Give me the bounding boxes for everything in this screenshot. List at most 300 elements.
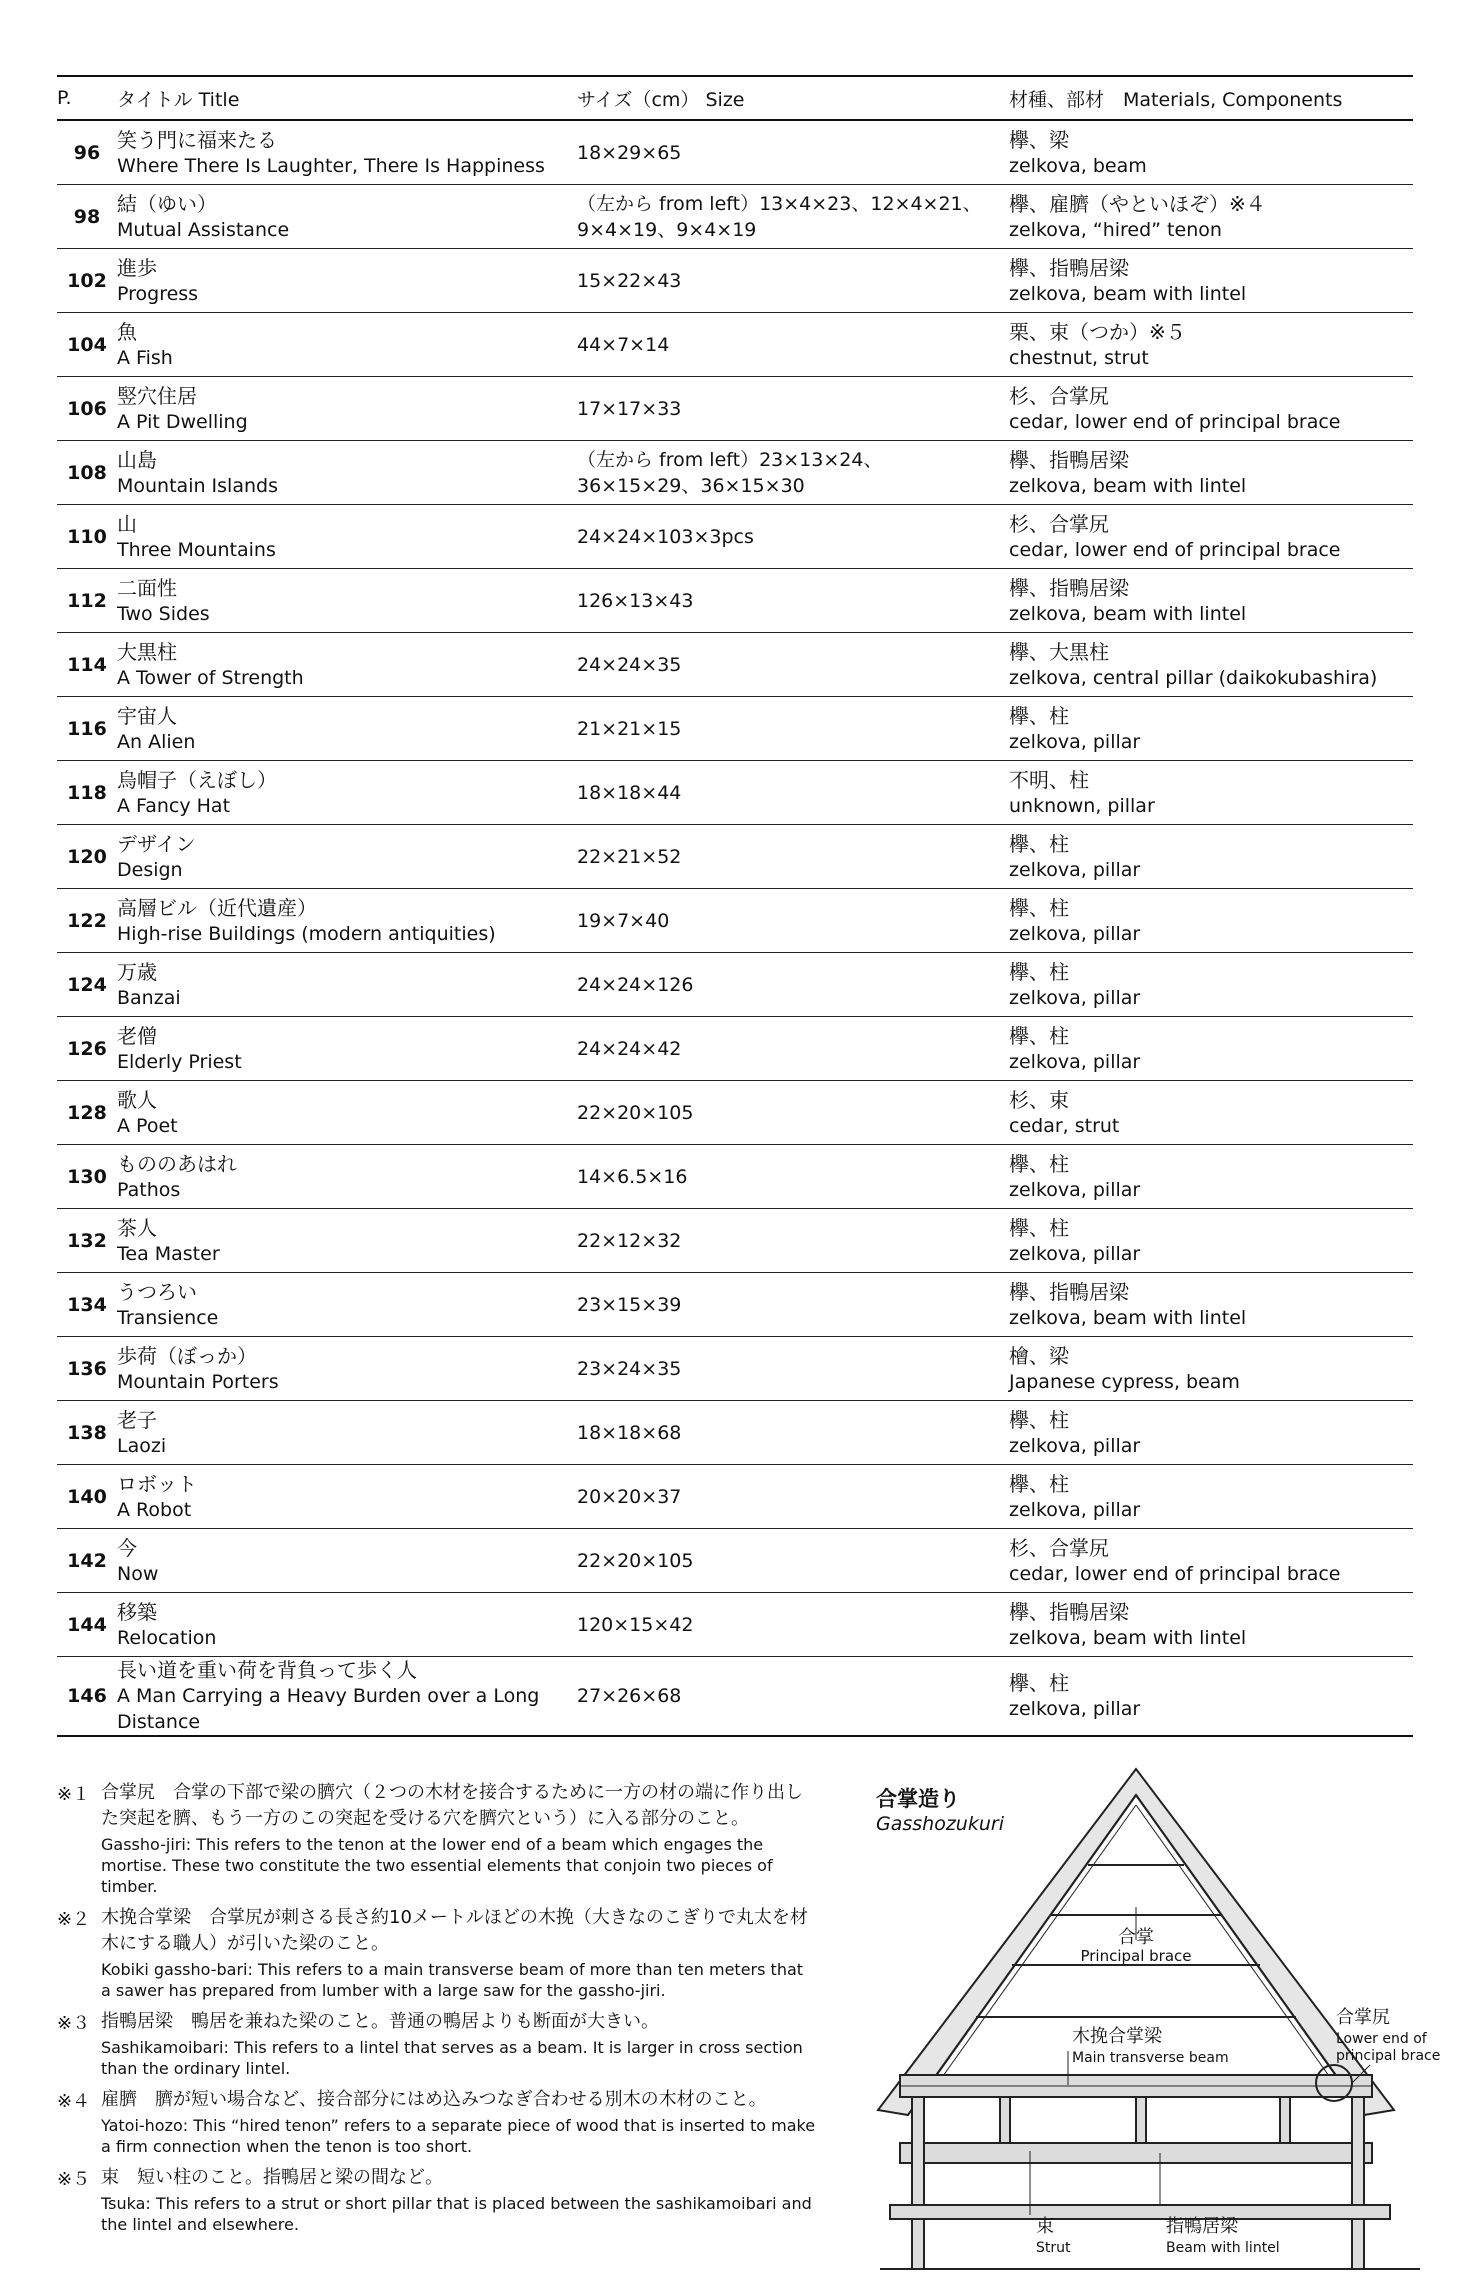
size-cell <box>577 377 1009 441</box>
materials-en: zelkova, pillar <box>1009 1050 1141 1073</box>
materials-en: zelkova, pillar <box>1009 922 1141 945</box>
size-cell <box>577 1657 1009 1737</box>
size-value: 24×24×126 <box>577 973 694 996</box>
title-en: Mutual Assistance <box>117 218 290 241</box>
page-number: 120 <box>57 825 117 889</box>
materials-en: cedar, lower end of principal brace <box>1009 1562 1341 1585</box>
materials-cell <box>1009 377 1413 441</box>
footnote-1 <box>57 1780 817 1897</box>
size-value: 23×24×35 <box>577 1357 682 1380</box>
label-lintel-ja: 指鴨居梁 <box>1166 2216 1238 2237</box>
title-en: A Poet <box>117 1114 178 1137</box>
footnote-en: Gassho-jiri: This refers to the tenon at the lower end of a beam which engages the mortise. These two constitute the two essential elements that conjoin two pieces of timber. <box>101 1835 773 1896</box>
page-number: 132 <box>57 1209 117 1273</box>
table-row <box>57 569 1413 633</box>
materials-ja: 欅、柱 <box>1009 1671 1069 1695</box>
size-value: 17×17×33 <box>577 397 682 420</box>
materials-en: zelkova, beam with lintel <box>1009 602 1247 625</box>
size-value: 24×24×35 <box>577 653 682 676</box>
brace-right-inner <box>1136 1805 1334 2083</box>
materials-en: cedar, strut <box>1009 1114 1120 1137</box>
materials-en: unknown, pillar <box>1009 794 1155 817</box>
footnote-ja: 雇臍 臍が短い場合など、接合部分にはめ込みつなぎ合わせる別木の木材のこと。 <box>101 2089 767 2110</box>
materials-ja: 欅、雇臍（やといほぞ）※４ <box>1009 191 1266 216</box>
title-ja: 長い道を重い荷を背負って歩く人 <box>117 1658 417 1682</box>
table-row <box>57 1209 1413 1273</box>
size-cell <box>577 1337 1009 1401</box>
footnote-ja: 束 短い柱のこと。指鴨居と梁の間など。 <box>101 2167 443 2188</box>
footnote-en: Kobiki gassho-bari: This refers to a main transverse beam of more than ten meters that a sawer has prepared from lumber with a large saw for the gassho-jiri. <box>101 1960 804 2000</box>
size-cell <box>577 1273 1009 1337</box>
footnote-mark: ※５ <box>57 2169 91 2190</box>
page-number: 116 <box>57 697 117 761</box>
page-number: 136 <box>57 1337 117 1401</box>
size-value: 22×12×32 <box>577 1229 682 1252</box>
materials-cell <box>1009 505 1413 569</box>
size-cell <box>577 120 1009 185</box>
title-en: Now <box>117 1562 159 1585</box>
size-cell <box>577 1081 1009 1145</box>
page-number: 146 <box>57 1657 117 1737</box>
size-cell <box>577 761 1009 825</box>
size-value: 21×21×15 <box>577 717 682 740</box>
table-row <box>57 1529 1413 1593</box>
title-ja: もののあはれ <box>117 1151 237 1176</box>
materials-en: zelkova, beam with lintel <box>1009 1626 1247 1649</box>
materials-en: zelkova, central pillar (daikokubashira) <box>1009 666 1378 689</box>
size-value: 15×22×43 <box>577 269 682 292</box>
materials-ja: 杉、合掌尻 <box>1009 1535 1109 1560</box>
title-en: Progress <box>117 282 199 305</box>
title-ja: 山島 <box>117 447 157 472</box>
materials-cell <box>1009 1273 1413 1337</box>
materials-cell <box>1009 1209 1413 1273</box>
table-row <box>57 185 1413 249</box>
table-row <box>57 441 1413 505</box>
title-en: Laozi <box>117 1434 167 1457</box>
size-value: 20×20×37 <box>577 1485 682 1508</box>
title-cell <box>117 953 577 1017</box>
size-value: 14×6.5×16 <box>577 1165 688 1188</box>
label-tsuka-en: Strut <box>1036 2240 1071 2256</box>
house-frame-illustration <box>860 1765 1456 2275</box>
materials-en: zelkova, pillar <box>1009 986 1141 1009</box>
label-jiri-en-1: Lower end of <box>1336 2031 1427 2047</box>
materials-ja: 欅、柱 <box>1009 1471 1069 1496</box>
size-cell <box>577 569 1009 633</box>
title-cell <box>117 1337 577 1401</box>
title-cell <box>117 1529 577 1593</box>
footnote-2 <box>57 1905 817 2001</box>
post-2 <box>1000 2097 1010 2143</box>
title-en: A Robot <box>117 1498 192 1521</box>
title-ja: ロボット <box>117 1471 197 1496</box>
title-ja: うつろい <box>117 1279 197 1304</box>
title-ja: 茶人 <box>117 1215 157 1240</box>
footnote-mark: ※１ <box>57 1784 91 1805</box>
title-cell <box>117 1017 577 1081</box>
page-number: 108 <box>57 441 117 505</box>
title-en: Mountain Islands <box>117 474 278 497</box>
page-number: 138 <box>57 1401 117 1465</box>
footnote-ja: 木挽合掌梁 合掌尻が刺さる長さ約10メートルほどの木挽（大きなのこぎりで丸太を材木にする職人）が引いた梁のこと。 <box>101 1907 808 1954</box>
size-cell <box>577 1593 1009 1657</box>
materials-ja: 欅、指鴨居梁 <box>1009 447 1129 472</box>
materials-cell <box>1009 1593 1413 1657</box>
size-value: 44×7×14 <box>577 333 670 356</box>
title-ja: 進歩 <box>117 255 157 280</box>
materials-cell <box>1009 1401 1413 1465</box>
size-cell <box>577 1145 1009 1209</box>
size-cell <box>577 313 1009 377</box>
title-ja: 万歳 <box>117 959 157 984</box>
size-cell <box>577 697 1009 761</box>
label-jiri-en-2: principal brace <box>1336 2048 1441 2064</box>
table-row <box>57 1017 1413 1081</box>
title-cell <box>117 1273 577 1337</box>
materials-ja: 欅、指鴨居梁 <box>1009 575 1129 600</box>
size-cell <box>577 185 1009 249</box>
title-ja: 二面性 <box>117 575 177 600</box>
title-cell <box>117 505 577 569</box>
title-en: High-rise Buildings (modern antiquities) <box>117 922 496 945</box>
table-row <box>57 1401 1413 1465</box>
table-row <box>57 633 1413 697</box>
title-cell <box>117 441 577 505</box>
footnote-en: Tsuka: This refers to a strut or short pillar that is placed between the sashikamoibari and the lintel and elsewhere. <box>101 2194 812 2234</box>
size-cell <box>577 633 1009 697</box>
header-size: サイズ（cm） Size <box>577 76 1009 120</box>
page-number: 130 <box>57 1145 117 1209</box>
materials-ja: 欅、指鴨居梁 <box>1009 1279 1129 1304</box>
footnote-mark: ※３ <box>57 2013 91 2034</box>
title-ja: 今 <box>117 1535 137 1560</box>
size-cell <box>577 1401 1009 1465</box>
table-body <box>57 120 1413 1736</box>
lintel-beam <box>900 2143 1372 2163</box>
materials-ja: 杉、束 <box>1009 1087 1069 1112</box>
label-tsuka-ja: 束 <box>1036 2216 1054 2237</box>
page-number: 110 <box>57 505 117 569</box>
label-beam-ja: 木挽合掌梁 <box>1072 2026 1162 2047</box>
materials-ja: 杉、合掌尻 <box>1009 511 1109 536</box>
materials-cell <box>1009 1017 1413 1081</box>
materials-ja: 不明、柱 <box>1009 767 1089 792</box>
size-value: 22×20×105 <box>577 1101 694 1124</box>
title-ja: 老子 <box>117 1407 157 1432</box>
size-value: 24×24×103×3pcs <box>577 525 754 548</box>
title-cell <box>117 697 577 761</box>
materials-cell <box>1009 1465 1413 1529</box>
post-5 <box>1352 2097 1364 2269</box>
title-ja: 竪穴住居 <box>117 383 197 408</box>
materials-ja: 欅、柱 <box>1009 831 1069 856</box>
title-ja: 山 <box>117 511 137 536</box>
materials-ja: 欅、柱 <box>1009 959 1069 984</box>
size-cell <box>577 953 1009 1017</box>
floor-beam <box>890 2205 1390 2219</box>
page-number: 126 <box>57 1017 117 1081</box>
materials-cell <box>1009 1145 1413 1209</box>
page-number: 118 <box>57 761 117 825</box>
size-value: 22×20×105 <box>577 1549 694 1572</box>
title-en: A Pit Dwelling <box>117 410 248 433</box>
label-beam-en: Main transverse beam <box>1072 2050 1229 2066</box>
title-en: Tea Master <box>117 1242 220 1265</box>
size-cell <box>577 825 1009 889</box>
table-row <box>57 1145 1413 1209</box>
table-row <box>57 953 1413 1017</box>
title-en: A Man Carrying a Heavy Burden over a Long Distance <box>117 1685 540 1733</box>
title-en: Design <box>117 858 183 881</box>
title-en: A Tower of Strength <box>117 666 304 689</box>
materials-cell <box>1009 569 1413 633</box>
table-row <box>57 120 1413 185</box>
title-en: Two Sides <box>117 602 210 625</box>
title-en: Where There Is Laughter, There Is Happiness <box>117 154 545 177</box>
title-cell <box>117 1081 577 1145</box>
page-number: 134 <box>57 1273 117 1337</box>
footnote-3 <box>57 2009 817 2079</box>
title-ja: 烏帽子（えぼし） <box>117 767 277 792</box>
table-row <box>57 889 1413 953</box>
page-number: 140 <box>57 1465 117 1529</box>
table-row <box>57 761 1413 825</box>
title-ja: 宇宙人 <box>117 703 177 728</box>
table-row <box>57 1465 1413 1529</box>
materials-en: zelkova, pillar <box>1009 1434 1141 1457</box>
materials-ja: 欅、梁 <box>1009 127 1069 152</box>
materials-cell <box>1009 953 1413 1017</box>
title-cell <box>117 569 577 633</box>
title-cell <box>117 761 577 825</box>
materials-en: zelkova, beam with lintel <box>1009 1306 1247 1329</box>
header-title: タイトル Title <box>117 76 577 120</box>
title-cell <box>117 889 577 953</box>
size-cell <box>577 889 1009 953</box>
materials-ja: 欅、指鴨居梁 <box>1009 255 1129 280</box>
materials-cell <box>1009 120 1413 185</box>
size-value: 120×15×42 <box>577 1613 694 1636</box>
title-ja: 魚 <box>117 319 137 344</box>
title-ja: 歩荷（ぼっか） <box>117 1343 257 1368</box>
size-value: 27×26×68 <box>577 1685 682 1707</box>
post-4 <box>1280 2097 1290 2143</box>
materials-en: zelkova, pillar <box>1009 858 1141 881</box>
footnote-ja: 合掌尻 合掌の下部で梁の臍穴（２つの木材を接合するために一方の材の端に作り出した突起を臍、もう一方のこの突起を受ける穴を臍穴という）に入る部分のこと。 <box>101 1782 803 1829</box>
materials-en: zelkova, “hired” tenon <box>1009 218 1222 241</box>
label-gassho-ja: 合掌 <box>1118 1927 1154 1948</box>
page-number: 124 <box>57 953 117 1017</box>
size-value: 18×29×65 <box>577 141 682 164</box>
materials-en: zelkova, beam <box>1009 154 1147 177</box>
label-jiri-ja: 合掌尻 <box>1336 2007 1390 2028</box>
size-cell <box>577 441 1009 505</box>
page-number: 128 <box>57 1081 117 1145</box>
title-en: A Fancy Hat <box>117 794 231 817</box>
footnote-en: Sashikamoibari: This refers to a lintel that serves as a beam. It is larger in cross section than the ordinary lintel. <box>101 2038 803 2078</box>
materials-ja: 欅、柱 <box>1009 1151 1069 1176</box>
title-cell <box>117 377 577 441</box>
title-cell <box>117 1657 577 1737</box>
materials-cell <box>1009 761 1413 825</box>
materials-cell <box>1009 825 1413 889</box>
materials-en: chestnut, strut <box>1009 346 1149 369</box>
materials-cell <box>1009 697 1413 761</box>
footnote-mark: ※２ <box>57 1909 91 1930</box>
size-value: （左から from left）23×13×24、 <box>577 448 883 471</box>
title-en: Relocation <box>117 1626 217 1649</box>
materials-en: zelkova, beam with lintel <box>1009 474 1247 497</box>
label-lintel-en: Beam with lintel <box>1166 2240 1280 2256</box>
table-row <box>57 377 1413 441</box>
size-cell <box>577 1529 1009 1593</box>
table-row <box>57 249 1413 313</box>
size-value: 18×18×44 <box>577 781 682 804</box>
footnote-en: Yatoi-hozo: This “hired tenon” refers to a separate piece of wood that is inserted to make a firm connection when the tenon is too short. <box>101 2116 816 2156</box>
materials-cell <box>1009 633 1413 697</box>
title-en: Mountain Porters <box>117 1370 279 1393</box>
label-gassho-en: Principal brace <box>1080 1947 1192 1965</box>
title-cell <box>117 1401 577 1465</box>
page-number: 96 <box>57 120 117 185</box>
size-value: （左から from left）13×4×23、12×4×21、 <box>577 192 982 215</box>
title-cell <box>117 120 577 185</box>
title-en: An Alien <box>117 730 196 753</box>
title-ja: 歌人 <box>117 1087 157 1112</box>
title-cell <box>117 1465 577 1529</box>
materials-en: zelkova, pillar <box>1009 1498 1141 1521</box>
header-page: P. <box>57 76 117 120</box>
materials-ja: 欅、柱 <box>1009 1407 1069 1432</box>
materials-en: Japanese cypress, beam <box>1009 1370 1240 1393</box>
table-row <box>57 1081 1413 1145</box>
title-en: Elderly Priest <box>117 1050 242 1073</box>
size-cell <box>577 505 1009 569</box>
size-cell <box>577 1209 1009 1273</box>
title-ja: 笑う門に福来たる <box>117 127 277 152</box>
size-value: 19×7×40 <box>577 909 670 932</box>
materials-cell <box>1009 889 1413 953</box>
page-number: 104 <box>57 313 117 377</box>
size-value-cont: 36×15×29、36×15×30 <box>577 474 805 497</box>
title-cell <box>117 1145 577 1209</box>
title-en: Transience <box>117 1306 219 1329</box>
gasshozukuri-diagram <box>860 1765 1456 2275</box>
footnote-5 <box>57 2165 817 2235</box>
materials-en: zelkova, pillar <box>1009 730 1141 753</box>
page-number: 102 <box>57 249 117 313</box>
materials-cell <box>1009 1081 1413 1145</box>
materials-en: cedar, lower end of principal brace <box>1009 538 1341 561</box>
materials-en: zelkova, pillar <box>1009 1178 1141 1201</box>
page-number: 114 <box>57 633 117 697</box>
size-value: 24×24×42 <box>577 1037 682 1060</box>
materials-cell <box>1009 441 1413 505</box>
table-row <box>57 1273 1413 1337</box>
size-cell <box>577 1465 1009 1529</box>
materials-ja: 欅、柱 <box>1009 895 1069 920</box>
page-number: 142 <box>57 1529 117 1593</box>
post-3 <box>1136 2097 1146 2143</box>
size-value-cont: 9×4×19、9×4×19 <box>577 218 757 241</box>
title-ja: 老僧 <box>117 1023 157 1048</box>
title-cell <box>117 185 577 249</box>
size-cell <box>577 249 1009 313</box>
table-header-row <box>57 76 1413 120</box>
diagram-subtitle: Gasshozukuri <box>876 1813 1004 1835</box>
table-row <box>57 313 1413 377</box>
table-row <box>57 1593 1413 1657</box>
page-number: 98 <box>57 185 117 249</box>
materials-cell <box>1009 185 1413 249</box>
title-cell <box>117 1209 577 1273</box>
diagram-title: 合掌造り <box>876 1787 960 1811</box>
materials-ja: 栗、束（つか）※５ <box>1009 319 1186 344</box>
materials-cell <box>1009 1337 1413 1401</box>
title-ja: 高層ビル（近代遺産） <box>117 895 317 920</box>
table-row <box>57 1657 1413 1737</box>
title-cell <box>117 825 577 889</box>
materials-cell <box>1009 1657 1413 1737</box>
title-ja: デザイン <box>117 831 196 856</box>
title-en: Pathos <box>117 1178 181 1201</box>
title-cell <box>117 313 577 377</box>
table-row <box>57 505 1413 569</box>
footnote-ja: 指鴨居梁 鴨居を兼ねた梁のこと。普通の鴨居よりも断面が大きい。 <box>101 2011 659 2032</box>
page-number: 122 <box>57 889 117 953</box>
size-value: 23×15×39 <box>577 1293 682 1316</box>
footnote-mark: ※４ <box>57 2091 91 2112</box>
size-value: 18×18×68 <box>577 1421 682 1444</box>
header-materials: 材種、部材 Materials, Components <box>1009 76 1413 120</box>
post-1 <box>912 2097 924 2269</box>
title-ja: 結（ゆい） <box>117 191 217 216</box>
footnotes <box>57 1780 817 2243</box>
materials-cell <box>1009 249 1413 313</box>
size-value: 22×21×52 <box>577 845 682 868</box>
materials-ja: 檜、梁 <box>1009 1343 1069 1368</box>
title-en: Banzai <box>117 986 181 1009</box>
materials-en: zelkova, pillar <box>1009 1242 1141 1265</box>
footnote-4 <box>57 2087 817 2157</box>
title-ja: 移築 <box>117 1599 157 1624</box>
materials-ja: 欅、柱 <box>1009 1215 1069 1240</box>
table-row <box>57 825 1413 889</box>
table-row <box>57 697 1413 761</box>
materials-en: cedar, lower end of principal brace <box>1009 410 1341 433</box>
catalog-table <box>57 75 1413 1737</box>
page-number: 106 <box>57 377 117 441</box>
title-cell <box>117 249 577 313</box>
materials-ja: 杉、合掌尻 <box>1009 383 1109 408</box>
title-en: A Fish <box>117 346 173 369</box>
table-row <box>57 1337 1413 1401</box>
materials-cell <box>1009 1529 1413 1593</box>
title-ja: 大黒柱 <box>117 639 177 664</box>
materials-ja: 欅、大黒柱 <box>1009 639 1109 664</box>
title-en: Three Mountains <box>117 538 276 561</box>
materials-ja: 欅、柱 <box>1009 703 1069 728</box>
page-number: 144 <box>57 1593 117 1657</box>
materials-en: zelkova, beam with lintel <box>1009 282 1247 305</box>
materials-ja: 欅、柱 <box>1009 1023 1069 1048</box>
title-cell <box>117 1593 577 1657</box>
materials-ja: 欅、指鴨居梁 <box>1009 1599 1129 1624</box>
materials-en: zelkova, pillar <box>1009 1698 1141 1720</box>
size-cell <box>577 1017 1009 1081</box>
title-cell <box>117 633 577 697</box>
